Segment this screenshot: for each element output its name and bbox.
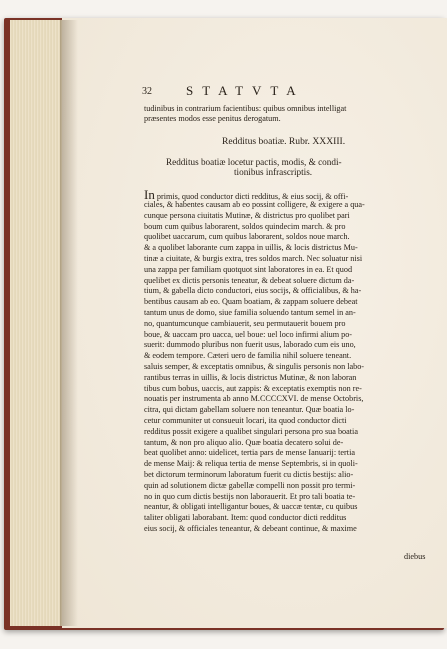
text-line: tibus cum bobus, uaccis, aut zappis: & exceptatis exemptis non re- <box>144 383 362 393</box>
text-line: eius socij, & officiales teneantur, & debeant continue, & maxime <box>144 524 357 533</box>
text-line: redditus possit exigere a qualibet singulari persona pro sua boatia <box>144 426 358 436</box>
intro-line: tudinibus in contrarium facientibus: quibus omnibus intelligat <box>144 104 347 113</box>
text-line: nouatis per instrumenta ab anno M.CCCCXVI. de mense Octobris, <box>144 394 364 404</box>
rubric-subtitle: Redditus boatiæ locetur pactis, modis, & condi- <box>166 157 342 167</box>
text-line: cunque persona ciuitatis Mutinæ, & districtus pro quolibet pari <box>144 210 350 220</box>
page-edges <box>10 20 64 626</box>
initial-word: In <box>144 187 155 202</box>
text-line: de mense Maij: & reliqua tertia de mense Septembris, si in quoli- <box>144 459 358 469</box>
text-line: ciales, & habentes causam ab eo possint colligere, & exigere a qua- <box>144 200 365 209</box>
running-header: STATVTA <box>186 83 305 98</box>
text-line: & a quolibet laborante cum zappa in uillis, & locis districtus Mu- <box>144 243 358 253</box>
text-line: no in quo cum dictis bestijs non laborauerit. Et pro tali boatia te- <box>144 491 356 501</box>
text-line: tinæ a ciuitate, & burgis extra, tres soldos march. Nec soluatur nisi <box>144 254 363 263</box>
text-line: cetur communiter ut consueuit locari, ita quod conductor dicti <box>144 416 347 425</box>
text-line: bentibus causam ab eo. Quam boatiam, & zappam soluere debeat <box>144 297 358 307</box>
text-line: no, quantumcunque cambiauerit, seu permutauerit bouem pro <box>144 318 346 328</box>
rubric-title: Redditus boatiæ. Rubr. XXXIII. <box>222 136 346 147</box>
text-line: neantur, & obligati intelligantur boues, & uaccæ tentæ, cu quibus <box>144 502 358 512</box>
text-line: tium, & gabella dicto conductori, eius socijs, & officialibus, & ha- <box>144 286 362 296</box>
text-line: rantibus terras in uillis, & locis districtus Mutinæ, & non laboran <box>144 372 357 382</box>
text-line: saluis semper, & exceptatis omnibus, & singulis personis non labo- <box>144 362 365 371</box>
text-line: una zappa per familiam quotquot sint laboratores in ea. Et quod <box>144 264 353 274</box>
text-line: boue, & uaccam pro uacca, uel boue: uel loco infirmi alium po- <box>144 329 353 339</box>
text-line: & eodem tempore. Cæteri uero de familia nihil soluere teneant. <box>144 351 352 361</box>
text-line: citra, qui dictam gabellam soluere non teneantur. Quæ boatia lo- <box>144 405 355 415</box>
rubric-subtitle: tionibus infrascriptis. <box>234 167 313 177</box>
text-line: tantum unus de domo, siue familia soluendo tantum semel in an- <box>144 308 356 317</box>
text-line: quelibet ex dictis personis teneatur, & debeat soluere dictum da- <box>144 275 355 285</box>
text-line: tantum, & non pro aliquo alio. Quæ boatia decatero solui de- <box>144 437 344 447</box>
page-number: 32 <box>142 86 152 97</box>
text-line: quolibet uaccarum, cum quibus laborarent, soldos noue march. <box>144 232 350 242</box>
text-line: taliter obligati laborabant. Item: quod conductor dicti redditus <box>144 513 347 523</box>
gutter-shadow <box>60 20 78 626</box>
text-line: bet dictorum terminorum laboratum fuerit cu dictis bestijs: alio- <box>144 470 354 479</box>
text-line: quin ad solutionem dictæ gabellæ compelli non possit pro termi- <box>144 480 356 490</box>
catchword: diebus <box>404 552 426 561</box>
intro-line: præsentes modos esse penitus derogatum. <box>144 114 281 123</box>
text-line: suerit: dummodo pluribus non fuerit usus, laborado cum eis uno, <box>144 340 356 350</box>
text-line: boum cum quibus laborarent, soldos quindecim march. & pro <box>144 221 346 231</box>
text-line: beat quolibet anno: uidelicet, tertia pars de mense Ianuarij: tertia <box>144 448 355 458</box>
body-first-line-text: primis, quod conductor dicti redditus, & eius socij, & offi- <box>154 192 349 201</box>
